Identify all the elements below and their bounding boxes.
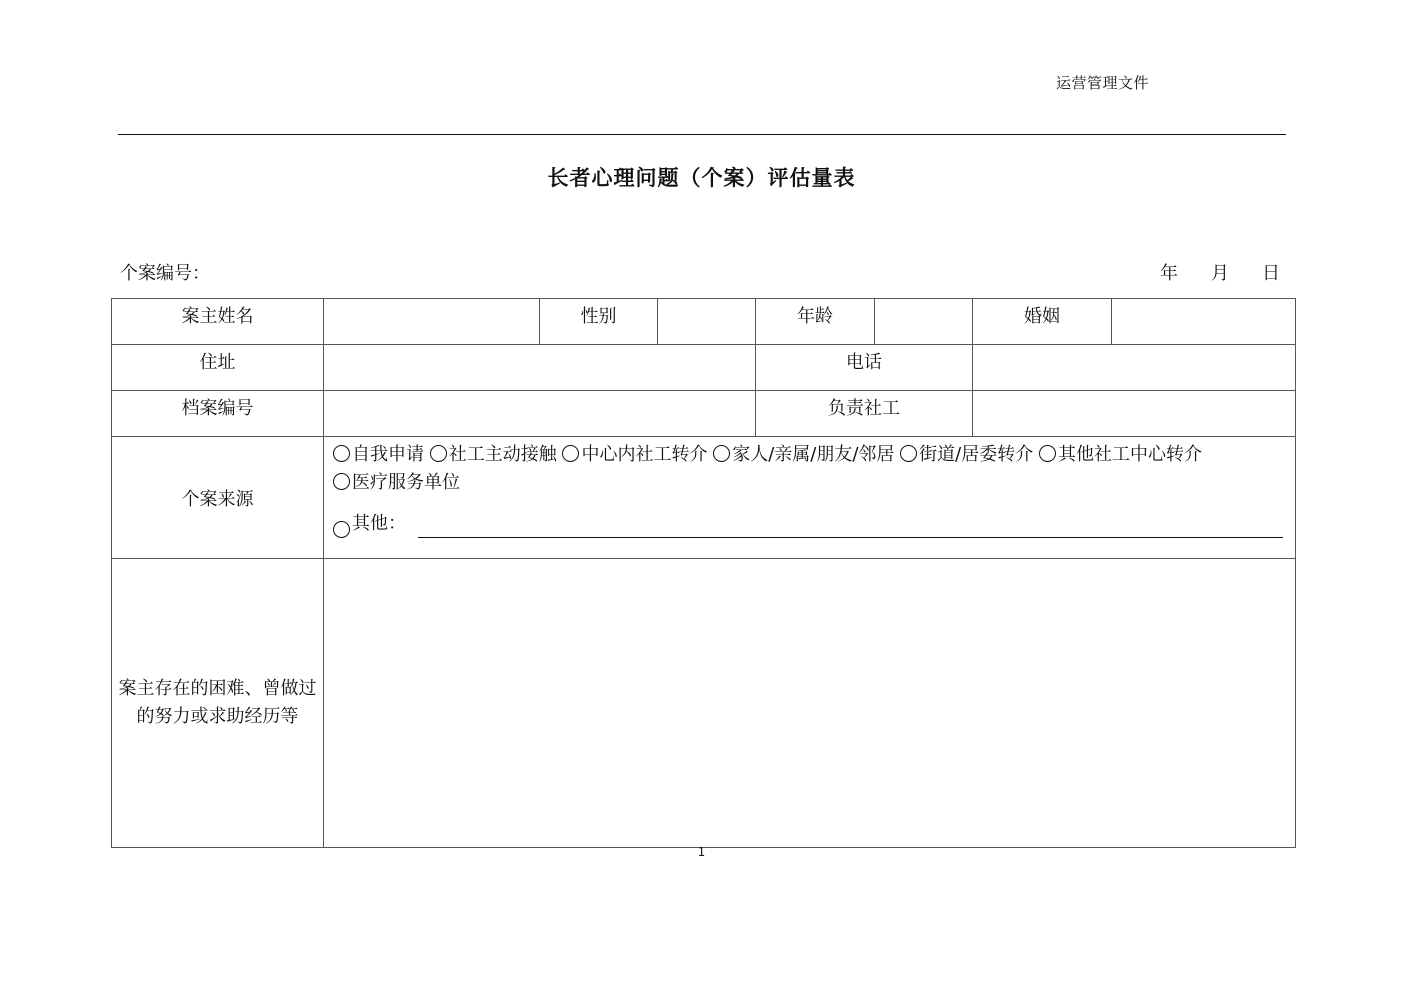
difficulties-field[interactable]: [324, 559, 1296, 848]
date-year-label: 年: [1160, 263, 1178, 284]
radio-circle-icon: [1039, 445, 1056, 462]
header-doc-type: 运营管理文件: [1056, 74, 1150, 92]
radio-circle-icon[interactable]: [333, 521, 350, 538]
marriage-field[interactable]: [1112, 299, 1296, 345]
gender-field[interactable]: [658, 299, 756, 345]
case-number-label: 个案编号：: [120, 263, 210, 284]
case-source-options: [324, 437, 1296, 559]
source-other-input-line[interactable]: [418, 517, 1283, 538]
radio-circle-icon: [430, 445, 447, 462]
radio-circle-icon: [713, 445, 730, 462]
radio-circle-icon: [562, 445, 579, 462]
phone-label: 电话: [756, 345, 973, 391]
source-option-medical[interactable]: 医疗服务单位: [333, 472, 460, 493]
date-fields: [1160, 259, 1280, 285]
social-worker-field[interactable]: [973, 391, 1296, 437]
difficulties-label: 案主存在的困难、曾做过的努力或求助经历等: [112, 559, 324, 848]
gender-label: 性别: [540, 299, 658, 345]
radio-circle-icon: [900, 445, 917, 462]
file-number-label: 档案编号: [112, 391, 324, 437]
age-field[interactable]: [875, 299, 973, 345]
age-label: 年龄: [756, 299, 875, 345]
radio-circle-icon: [333, 473, 350, 490]
source-option-internal-referral[interactable]: 中心内社工转介: [562, 444, 707, 465]
client-name-label: 案主姓名: [112, 299, 324, 345]
phone-field[interactable]: [973, 345, 1296, 391]
header-divider: [118, 134, 1286, 135]
marriage-label: 婚姻: [973, 299, 1112, 345]
source-option-other-center[interactable]: 其他社工中心转介: [1039, 444, 1202, 465]
date-month-label: 月: [1211, 263, 1229, 284]
address-label: 住址: [112, 345, 324, 391]
source-other-row: [333, 510, 1287, 538]
date-day-label: 日: [1262, 263, 1280, 284]
page-number: 1: [697, 845, 706, 859]
source-option-street-committee[interactable]: 街道/居委转介: [900, 444, 1033, 465]
source-other-label: 其他：: [352, 513, 406, 534]
case-source-label: 个案来源: [112, 437, 324, 559]
social-worker-label: 负责社工: [756, 391, 973, 437]
address-field[interactable]: [324, 345, 756, 391]
file-number-field[interactable]: [324, 391, 756, 437]
source-option-family[interactable]: 家人/亲属/朋友/邻居: [713, 444, 894, 465]
source-option-outreach[interactable]: 社工主动接触: [430, 444, 557, 465]
document-title: 长者心理问题（个案）评估量表: [547, 166, 856, 190]
client-name-field[interactable]: [324, 299, 540, 345]
assessment-form-table: [111, 298, 1296, 848]
radio-circle-icon: [333, 445, 350, 462]
source-option-self-apply[interactable]: 自我申请: [333, 444, 424, 465]
